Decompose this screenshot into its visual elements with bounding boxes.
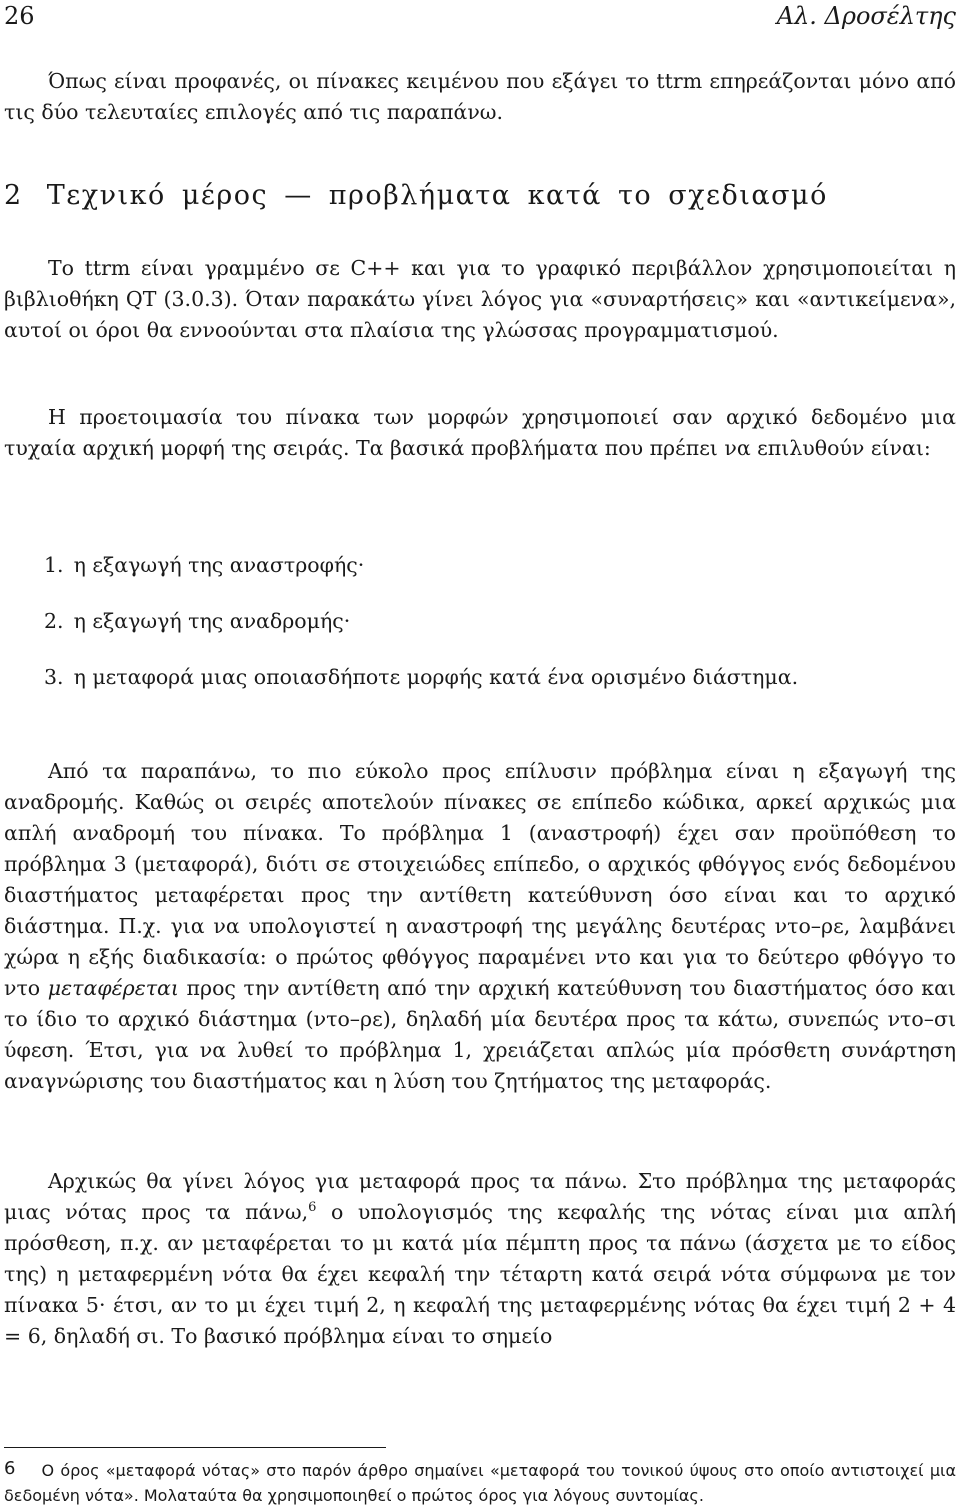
paragraph-text-end: ο υπολογισμός της κεφαλής της νότας είναι μια απλή πρόσθεση, π.χ. αν μεταφέρεται το μι κατά μία πέμπτη προς τα πάνω (άσχετα με το είδος της) η μεταφερμένη νότα θα έχει κεφαλή την τέταρτη κατά σειρά νότα σύμφωνα με τον πίνακα 5· έτσι, αν το μι έχει τιμή 2, η κεφαλή της μεταφερμένης νότας θα έχει τιμή 2 + 4 = 6, δηλαδή σι. Το βασικό πρόβλημα είναι το σημείο	[4, 1200, 956, 1348]
list-item-number: 3.	[44, 665, 64, 689]
list-item-number: 2.	[44, 609, 64, 633]
list-item	[44, 606, 944, 637]
paragraph-ttrm-implementation: Το ttrm είναι γραμμένο σε C++ και για το γραφικό περιβάλλον χρησιμοποιείται η βιβλιοθήκη QT (3.0.3). Όταν παρακάτω γίνει λόγος για «συναρτήσεις» και «αντικείμενα», αυτοί οι όροι θα εννοούνται στα πλαίσια της γλώσσας προγραμματισμού.	[4, 256, 956, 342]
section-number: 2	[4, 180, 23, 211]
list-item-text: η εξαγωγή της αναστροφής·	[73, 553, 365, 577]
list-item	[44, 550, 944, 581]
footnote-divider	[4, 1447, 386, 1448]
footnote-reference[interactable]: 6	[308, 1200, 317, 1216]
section-title: Τεχνικό μέρος — προβλήματα κατά το σχεδιασμό	[46, 180, 828, 211]
list-item-text: η μεταφορά μιας οποιασδήποτε μορφής κατά ένα ορισμένο διάστημα.	[73, 665, 799, 689]
page-number: 26	[4, 2, 35, 30]
problem-list	[44, 550, 944, 718]
page-header	[0, 0, 958, 34]
intro-paragraph: Όπως είναι προφανές, οι πίνακες κειμένου που εξάγει το ttrm επηρεάζονται μόνο από τις δύο τελευταίες επιλογές από τις παραπάνω.	[4, 69, 956, 124]
footnote-mark: 6	[4, 1458, 16, 1479]
list-item-number: 1.	[44, 553, 64, 577]
paragraph-solution-discussion	[4, 756, 956, 1097]
paragraph-form-table-preparation: Η προετοιμασία του πίνακα των μορφών χρησιμοποιεί σαν αρχικό δεδομένο μια τυχαία αρχική μορφή της σειράς. Τα βασικά προβλήματα που πρέπει να επιλυθούν είναι:	[4, 405, 956, 460]
paragraph-text: Από τα παραπάνω, το πιο εύκολο προς επίλυσιν πρόβλημα είναι η εξαγωγή της αναδρομής. Καθώς οι σειρές αποτελούν πίνακες σε επίπεδο κώδικα, αρκεί αρχικώς μια απλή αναδρομή του πίνακα. Το πρόβλημα 1 (αναστροφή) έχει σαν προϋπόθεση το πρόβλημα 3 (μεταφορά), διότι σε στοιχειώδες επίπεδο, ο αρχικός φθόγγος ενός δεδομένου διαστήματος μεταφέρεται προς την αντίθετη κατεύθυνση όσο είναι και το αρχικό διάστημα. Π.χ. για να υπολογιστεί η αναστροφή της μεγάλης δευτέρας ντο–ρε, λαμβάνει χώρα η εξής διαδικασία: ο πρώτος φθόγγος παραμένει ντο και για το δεύτερο φθόγγο το ντο	[4, 759, 956, 1000]
section-heading	[4, 180, 956, 211]
paragraph-upward-transposition	[4, 1166, 956, 1352]
paragraph-text: Αρχικώς θα γίνει λόγος για μεταφορά προς τα πάνω. Στο πρόβλημα της μεταφοράς μιας νότας προς τα πάνω,	[4, 1169, 956, 1224]
list-item-text: η εξαγωγή της αναδρομής·	[73, 609, 351, 633]
emphasized-term: μεταφέρεται	[47, 976, 179, 1000]
footnote	[4, 1456, 956, 1508]
paragraph-text-end: προς την αντίθετη από την αρχική κατεύθυνση του διαστήματος όσο και το ίδιο το αρχικό διάστημα (ντο–ρε), δηλαδή μία δευτέρα προς τα κάτω, συνεπώς ντο–σι ύφεση. Έτσι, για να λυθεί το πρόβλημα 1, χρειάζεται απλώς μία πρόσθετη συνάρτηση αναγνώρισης του διαστήματος και η λύση του ζητήματος της μεταφοράς.	[4, 976, 956, 1093]
list-item	[44, 662, 944, 693]
running-title: Αλ. Δροσέλτης	[776, 2, 956, 30]
footnote-text: Ο όρος «μεταφορά νότας» στο παρόν άρθρο σημαίνει «μεταφορά του τονικού ύψους στο οποίο αντιστοιχεί μια δεδομένη νότα». Μολαταύτα θα χρησιμοποιηθεί ο πρώτος όρος για λόγους συντομίας.	[4, 1461, 956, 1505]
